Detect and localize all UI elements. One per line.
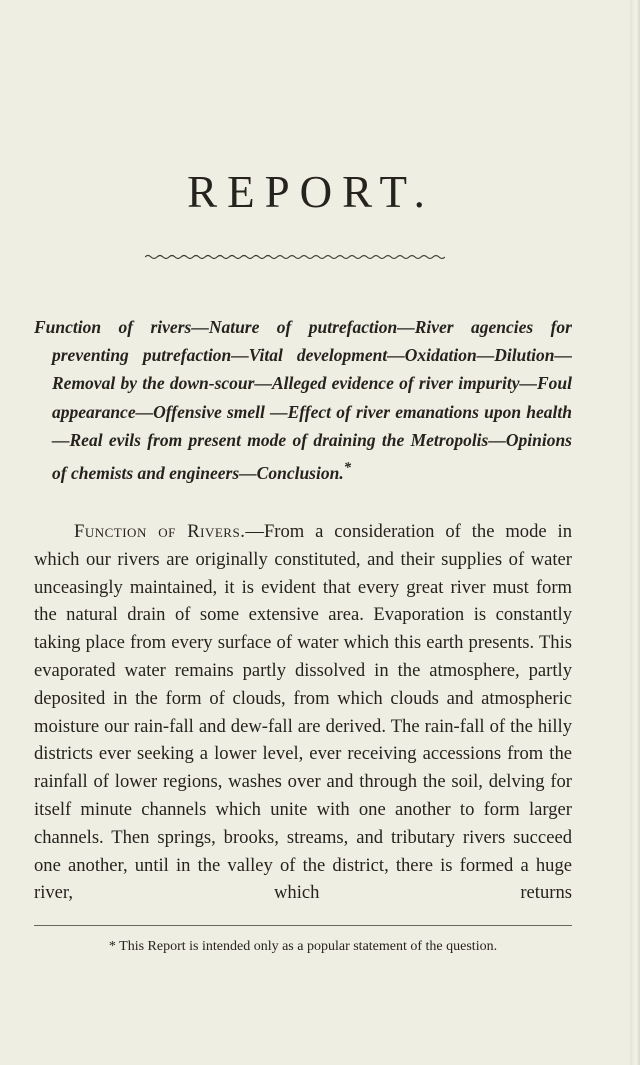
footnote-mark: * bbox=[108, 939, 116, 954]
footnote-text: This Report is intended only as a popular statement of the question. bbox=[119, 939, 498, 954]
chapter-synopsis bbox=[34, 313, 572, 487]
body-paragraph bbox=[34, 518, 572, 907]
body-text: —From a consideration of the mode in which our rivers are originally constituted, and their supplies of water unceasingly maintained, it is evident that every great river must form the natural drain of some extensive area. Evaporation is constantly taking place from every surface of water which this earth presents. This evaporated water remains partly dissolved in the atmosphere, partly deposited in the form of clouds, from which clouds and atmospheric moisture our rain-fall and dew-fall are derived. The rain-fall of the hilly districts ever seeking a lower level, ever receiving accessions from the rainfall of lower regions, washes over and through the soil, delving for itself minute channels which unite with one another to form larger channels. Then springs, brooks, streams, and tributary rivers succeed one another, until in the valley of the district, there is formed a huge river, which returns bbox=[34, 521, 572, 904]
page-title: REPORT. bbox=[187, 167, 435, 217]
footnote-rule bbox=[34, 925, 572, 926]
page-edge bbox=[630, 0, 640, 1065]
section-lead-in: Function of Rivers. bbox=[74, 521, 246, 542]
footnote bbox=[34, 938, 572, 956]
synopsis-text: Function of rivers—Nature of putrefaction—River agencies for preventing putrefaction—Vital development—Oxidation—Dilution—Removal by the down-scour—Alleged evidence of river impurity—Foul appearance—Offensive smell —Effect of river emanations upon health—Real evils from present mode of draining the Metropolis—Opinions of chemists and engineers—Conclusion.* bbox=[34, 317, 572, 483]
synopsis-footnote-mark: * bbox=[343, 460, 352, 477]
wavy-ornament-rule bbox=[145, 252, 445, 262]
